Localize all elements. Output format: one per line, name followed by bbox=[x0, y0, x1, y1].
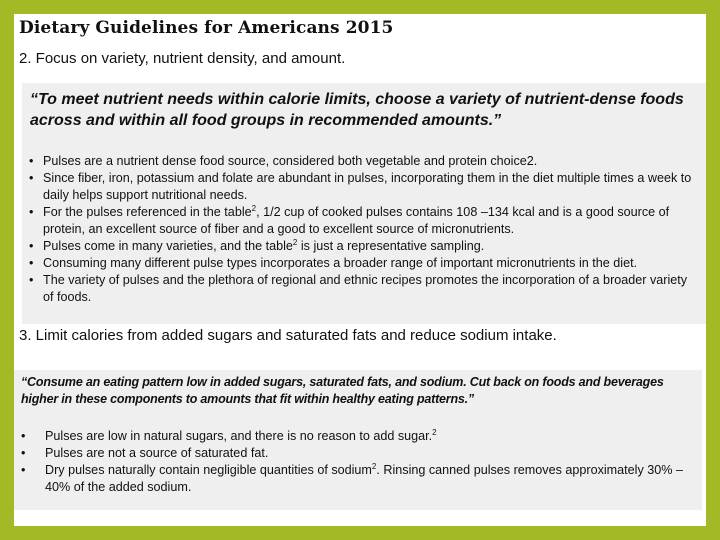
list-item: • Consuming many different pulse types incorporates a broader range of important micronutrients in the diet. bbox=[28, 255, 696, 272]
list-item: • Pulses are low in natural sugars, and there is no reason to add sugar.$^2$ bbox=[20, 428, 690, 445]
section-3-bullet-list bbox=[20, 428, 690, 496]
page-title: Dietary Guidelines for Americans 2015 bbox=[19, 18, 394, 38]
section-2-bullet-list bbox=[28, 153, 696, 306]
slide-page bbox=[14, 14, 706, 526]
section-3-heading: 3. Limit calories from added sugars and saturated fats and reduce sodium intake. bbox=[19, 327, 557, 344]
section-2-quote: “To meet nutrient needs within calorie limits, choose a variety of nutrient-dense foods across and within all food groups in recommended amounts.” bbox=[30, 91, 684, 129]
list-item: • Pulses are not a source of saturated fat. bbox=[20, 445, 690, 462]
list-item: • For the pulses referenced in the table$^2$, 1/2 cup of cooked pulses contains 108 –134 kcal and is a good source of protein, an excellent source of fiber and a good to excellent source of micronutrients. bbox=[28, 204, 696, 238]
section-2-heading: 2. Focus on variety, nutrient density, and amount. bbox=[19, 50, 346, 67]
list-item: • Pulses come in many varieties, and the table$^2$ is just a representative sampling. bbox=[28, 238, 696, 255]
list-item: • The variety of pulses and the plethora of regional and ethnic recipes promotes the incorporation of a broader variety of foods. bbox=[28, 272, 696, 306]
section-2-box bbox=[22, 83, 706, 324]
list-item: • Pulses are a nutrient dense food source, considered both vegetable and protein choice2. bbox=[28, 153, 696, 170]
list-item: • Since fiber, iron, potassium and folate are abundant in pulses, incorporating them in the diet multiple times a week to daily helps support nutritional needs. bbox=[28, 170, 696, 204]
list-item: • Dry pulses naturally contain negligible quantities of sodium$^2$. Rinsing canned pulses removes approximately 30% – 40% of the added sodium. bbox=[20, 462, 690, 496]
section-3-box bbox=[14, 370, 702, 510]
section-3-quote: “Consume an eating pattern low in added sugars, saturated fats, and sodium. Cut back on foods and beverages higher in these components to amounts that fit within healthy eating patterns.” bbox=[21, 375, 664, 406]
